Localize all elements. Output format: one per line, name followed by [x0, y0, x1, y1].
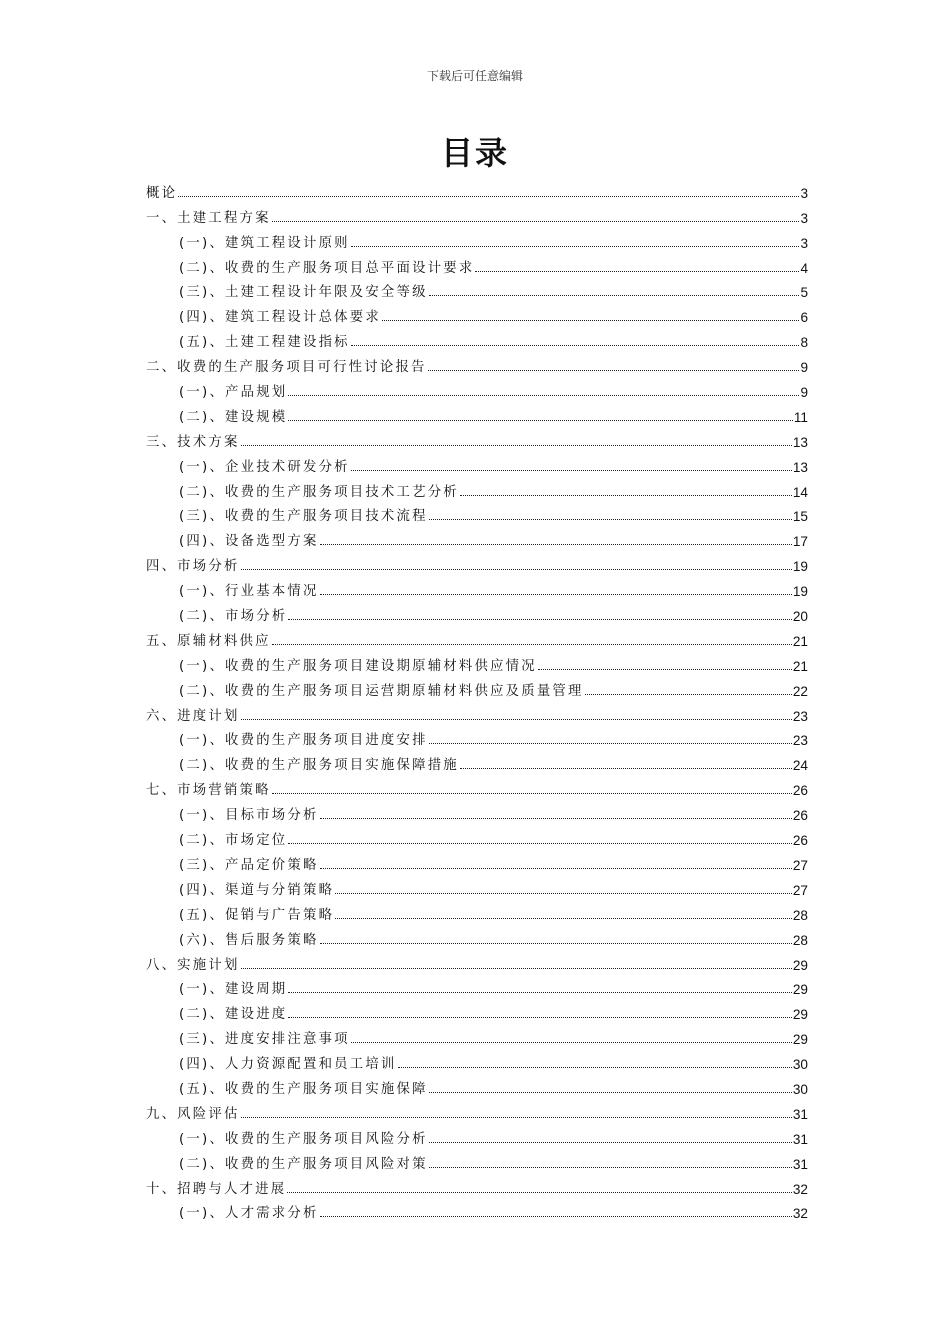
toc-entry-page-number: 4: [800, 260, 808, 276]
toc-entry-page-number: 19: [792, 559, 808, 575]
toc-entry-page-number: 23: [792, 733, 808, 749]
toc-dot-leader: [585, 694, 792, 695]
toc-entry-page-number: 31: [792, 1106, 808, 1122]
toc-entry[interactable]: [146, 699, 808, 724]
toc-dot-leader: [272, 793, 792, 794]
toc-entry-label: (二)、市场定位: [179, 833, 288, 849]
toc-entry-page-number: 31: [792, 1131, 808, 1147]
toc-entry-label: 九、风险评估: [146, 1106, 240, 1122]
toc-entry-page-number: 3: [800, 235, 808, 251]
toc-dot-leader: [351, 345, 800, 346]
toc-entry-page-number: 29: [792, 1032, 808, 1048]
toc-dot-leader: [178, 196, 799, 197]
toc-entry[interactable]: [146, 475, 808, 500]
toc-dot-leader: [382, 320, 800, 321]
toc-entry-page-number: 19: [792, 584, 808, 600]
toc-entry-label: (二)、收费的生产服务项目运营期原辅材料供应及质量管理: [179, 683, 584, 699]
toc-entry-page-number: 27: [792, 882, 808, 898]
toc-dot-leader: [288, 395, 799, 396]
toc-entry[interactable]: [146, 1147, 808, 1172]
toc-dot-leader: [429, 1142, 792, 1143]
toc-entry-page-number: 13: [792, 434, 808, 450]
toc-entry-page-number: 26: [792, 833, 808, 849]
toc-entry-page-number: 17: [792, 534, 808, 550]
toc-dot-leader: [475, 271, 799, 272]
toc-entry[interactable]: [146, 251, 808, 276]
toc-entry-page-number: 30: [792, 1057, 808, 1073]
toc-dot-leader: [288, 843, 791, 844]
toc-entry[interactable]: [146, 649, 808, 674]
toc-entry[interactable]: [146, 300, 808, 325]
toc-entry-label: (六)、售后服务策略: [179, 932, 319, 948]
toc-entry-page-number: 32: [792, 1206, 808, 1222]
toc-entry-label: (三)、土建工程设计年限及安全等级: [179, 285, 428, 301]
toc-entry-page-number: 15: [792, 509, 808, 525]
toc-dot-leader: [241, 1117, 792, 1118]
toc-entry-label: (二)、收费的生产服务项目风险对策: [179, 1156, 428, 1172]
toc-entry-label: 八、实施计划: [146, 957, 240, 973]
toc-dot-leader: [335, 893, 792, 894]
toc-entry-label: (一)、人才需求分析: [179, 1206, 319, 1222]
toc-dot-leader: [320, 544, 792, 545]
toc-entry[interactable]: [146, 226, 808, 251]
toc-dot-leader: [398, 1067, 792, 1068]
toc-entry-label: (一)、产品规划: [179, 385, 288, 401]
toc-entry-page-number: 9: [800, 360, 808, 376]
toc-entry-label: (一)、企业技术研发分析: [179, 459, 350, 475]
toc-entry[interactable]: [146, 798, 808, 823]
toc-entry-label: (一)、建设周期: [179, 982, 288, 998]
toc-entry-label: (四)、设备选型方案: [179, 534, 319, 550]
toc-entry-page-number: 27: [792, 857, 808, 873]
toc-dot-leader: [351, 470, 792, 471]
toc-dot-leader: [320, 868, 792, 869]
toc-dot-leader: [429, 1092, 792, 1093]
toc-entry-label: (三)、收费的生产服务项目技术流程: [179, 509, 428, 525]
toc-entry[interactable]: [146, 350, 808, 375]
toc-entry-label: 六、进度计划: [146, 708, 240, 724]
toc-dot-leader: [429, 1167, 792, 1168]
toc-entry-label: (一)、收费的生产服务项目建设期原辅材料供应情况: [179, 658, 537, 674]
toc-entry-page-number: 9: [800, 385, 808, 401]
toc-entry[interactable]: [146, 574, 808, 599]
toc-dot-leader: [320, 1216, 792, 1217]
toc-entry-label: 概论: [146, 185, 178, 201]
toc-entry[interactable]: [146, 549, 808, 574]
toc-entry[interactable]: [146, 325, 808, 350]
toc-entry-page-number: 29: [792, 982, 808, 998]
toc-dot-leader: [288, 420, 792, 421]
toc-entry-label: (四)、建筑工程设计总体要求: [179, 310, 381, 326]
toc-entry[interactable]: [146, 400, 808, 425]
toc-entry-label: (一)、建筑工程设计原则: [179, 235, 350, 251]
toc-dot-leader: [429, 519, 792, 520]
toc-entry[interactable]: [146, 1022, 808, 1047]
toc-entry[interactable]: [146, 500, 808, 525]
toc-dot-leader: [351, 1042, 792, 1043]
toc-entry-page-number: 5: [800, 285, 808, 301]
toc-dot-leader: [460, 768, 792, 769]
toc-dot-leader: [335, 918, 792, 919]
toc-entry-label: (二)、建设进度: [179, 1007, 288, 1023]
toc-entry[interactable]: [146, 1172, 808, 1197]
toc-entry[interactable]: [146, 674, 808, 699]
toc-entry-label: (一)、收费的生产服务项目进度安排: [179, 733, 428, 749]
toc-entry[interactable]: [146, 425, 808, 450]
toc-entry-label: (二)、收费的生产服务项目实施保障措施: [179, 758, 459, 774]
toc-entry-page-number: 30: [792, 1081, 808, 1097]
toc-entry-label: 三、技术方案: [146, 434, 240, 450]
toc-entry-page-number: 14: [792, 484, 808, 500]
toc-entry-label: (三)、产品定价策略: [179, 857, 319, 873]
toc-entry-page-number: 22: [792, 683, 808, 699]
toc-dot-leader: [538, 669, 792, 670]
toc-entry[interactable]: [146, 948, 808, 973]
toc-dot-leader: [429, 295, 800, 296]
toc-entry-page-number: 8: [800, 335, 808, 351]
toc-entry-label: 二、收费的生产服务项目可行性讨论报告: [146, 360, 427, 376]
toc-entry[interactable]: [146, 624, 808, 649]
toc-entry-label: (四)、人力资源配置和员工培训: [179, 1057, 397, 1073]
toc-entry[interactable]: [146, 848, 808, 873]
toc-entry-page-number: 29: [792, 1007, 808, 1023]
page-header: 下载后可任意编辑: [426, 69, 523, 83]
table-of-contents: [146, 176, 808, 1221]
toc-entry-page-number: 26: [792, 808, 808, 824]
toc-entry-page-number: 32: [792, 1181, 808, 1197]
toc-dot-leader: [351, 246, 800, 247]
toc-entry-label: (四)、渠道与分销策略: [179, 882, 335, 898]
toc-entry-label: (五)、土建工程建设指标: [179, 335, 350, 351]
toc-entry-label: (一)、收费的生产服务项目风险分析: [179, 1131, 428, 1147]
toc-entry[interactable]: [146, 997, 808, 1022]
toc-dot-leader: [288, 619, 791, 620]
toc-entry-label: (二)、建设规模: [179, 409, 288, 425]
toc-entry[interactable]: [146, 1097, 808, 1122]
toc-entry-page-number: 24: [792, 758, 808, 774]
toc-entry[interactable]: [146, 176, 808, 201]
toc-entry-page-number: 23: [792, 708, 808, 724]
toc-entry-page-number: 29: [792, 957, 808, 973]
toc-entry-label: (二)、收费的生产服务项目技术工艺分析: [179, 484, 459, 500]
toc-entry[interactable]: [146, 1047, 808, 1072]
toc-entry[interactable]: [146, 973, 808, 998]
toc-entry-page-number: 3: [800, 210, 808, 226]
toc-entry[interactable]: [146, 773, 808, 798]
toc-entry-label: 十、招聘与人才进展: [146, 1181, 287, 1197]
toc-entry-page-number: 26: [792, 783, 808, 799]
toc-dot-leader: [288, 1017, 791, 1018]
toc-entry-label: (二)、市场分析: [179, 609, 288, 625]
toc-dot-leader: [288, 992, 791, 993]
toc-entry[interactable]: [146, 1122, 808, 1147]
toc-dot-leader: [320, 943, 792, 944]
toc-entry-page-number: 6: [800, 310, 808, 326]
toc-entry-page-number: 31: [792, 1156, 808, 1172]
toc-entry-page-number: 21: [792, 658, 808, 674]
toc-entry[interactable]: [146, 923, 808, 948]
toc-entry[interactable]: [146, 599, 808, 624]
toc-dot-leader: [241, 445, 792, 446]
toc-entry-label: 五、原辅材料供应: [146, 633, 271, 649]
toc-entry-label: (一)、行业基本情况: [179, 584, 319, 600]
toc-dot-leader: [241, 569, 792, 570]
toc-entry-label: 四、市场分析: [146, 559, 240, 575]
toc-dot-leader: [428, 370, 800, 371]
toc-entry-label: 七、市场营销策略: [146, 783, 271, 799]
toc-dot-leader: [272, 644, 792, 645]
toc-entry-label: (一)、目标市场分析: [179, 808, 319, 824]
toc-entry-label: (五)、收费的生产服务项目实施保障: [179, 1081, 428, 1097]
toc-dot-leader: [241, 719, 792, 720]
toc-entry[interactable]: [146, 823, 808, 848]
toc-entry[interactable]: [146, 898, 808, 923]
toc-entry[interactable]: [146, 375, 808, 400]
toc-entry-page-number: 11: [793, 409, 808, 425]
toc-entry[interactable]: [146, 724, 808, 749]
toc-entry[interactable]: [146, 276, 808, 301]
toc-entry-label: (三)、进度安排注意事项: [179, 1032, 350, 1048]
toc-entry[interactable]: [146, 450, 808, 475]
toc-entry-page-number: 28: [792, 932, 808, 948]
toc-entry-label: (二)、收费的生产服务项目总平面设计要求: [179, 260, 475, 276]
toc-entry[interactable]: [146, 1197, 808, 1222]
toc-entry[interactable]: [146, 201, 808, 226]
toc-entry-page-number: 28: [792, 907, 808, 923]
toc-dot-leader: [429, 743, 792, 744]
toc-entry-page-number: 20: [792, 609, 808, 625]
toc-dot-leader: [460, 495, 792, 496]
toc-dot-leader: [320, 594, 792, 595]
toc-entry-label: (五)、促销与广告策略: [179, 907, 335, 923]
toc-entry-page-number: 13: [792, 459, 808, 475]
toc-entry-page-number: 21: [792, 633, 808, 649]
toc-dot-leader: [272, 221, 800, 222]
toc-dot-leader: [320, 818, 792, 819]
toc-entry[interactable]: [146, 1072, 808, 1097]
toc-dot-leader: [241, 968, 792, 969]
toc-entry[interactable]: [146, 524, 808, 549]
toc-entry[interactable]: [146, 748, 808, 773]
toc-entry-page-number: 3: [800, 185, 808, 201]
toc-dot-leader: [287, 1192, 792, 1193]
toc-entry-label: 一、土建工程方案: [146, 210, 271, 226]
page-title: 目录: [440, 134, 509, 172]
toc-entry[interactable]: [146, 873, 808, 898]
